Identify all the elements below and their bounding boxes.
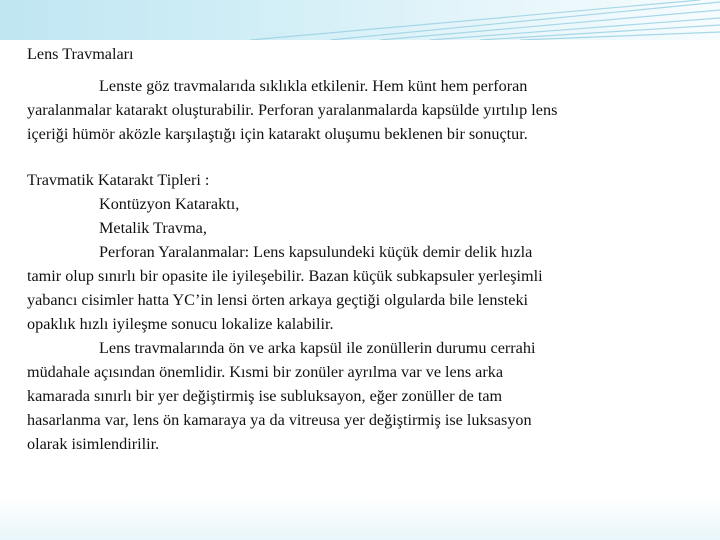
para2-line-1: Lens travmalarında ön ve arka kapsül ile zonüllerin durumu cerrahi (99, 339, 536, 357)
para2-line-3: kamarada sınırlı bir yer değiştirmiş ise subluksayon, eğer zonüller de tam (27, 387, 503, 405)
decorative-lines (0, 0, 720, 40)
intro-line-1: Lenste göz travmalarıda sıklıkla etkilenir. Hem künt hem perforan (99, 77, 528, 95)
intro-line-3: içeriği hümör aközle karşılaştığı için katarakt oluşumu beklenen bir sonuçtur. (27, 125, 528, 143)
types-heading: Travmatik Katarakt Tipleri : (27, 171, 210, 189)
perforan-cont-3: opaklık hızlı iyileşme sonucu lokalize kalabilir. (27, 315, 334, 333)
para2-line-5: olarak isimlendirilir. (27, 435, 160, 453)
perforan-cont-2: yabancı cisimler hatta YC’in lensi örten arkaya geçtiği olgularda bile lensteki (27, 291, 529, 309)
type-item-perforan: Perforan Yaralanmalar: Lens kapsulundeki küçük demir delik hızla (99, 243, 533, 261)
slide-body (27, 42, 693, 456)
intro-line-2: yaralanmalar katarakt oluşturabilir. Perforan yaralanmalarda kapsülde yırtılıp lens (27, 101, 558, 119)
type-item-kontuzyon: Kontüzyon Kataraktı, (99, 195, 240, 213)
para2-line-4: hasarlanma var, lens ön kamaraya ya da vitreusa yer değiştirmiş ise luksasyon (27, 411, 532, 429)
perforan-cont-1: tamir olup sınırlı bir opasite ile iyileşebilir. Bazan küçük subkapsuler yerleşimli (27, 267, 543, 285)
bottom-decor-band (0, 498, 720, 540)
type-item-metalik: Metalik Travma, (99, 219, 207, 237)
slide-title: Lens Travmaları (27, 45, 134, 63)
para2-line-2: müdahale açısından önemlidir. Kısmi bir zonüler ayrılma var ve lens arka (27, 363, 504, 381)
